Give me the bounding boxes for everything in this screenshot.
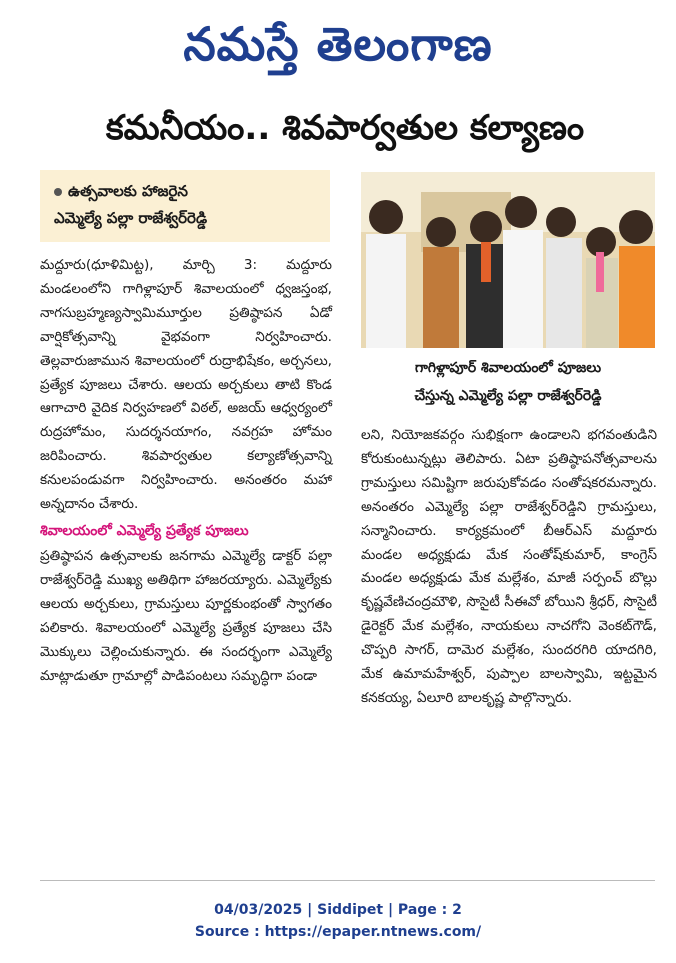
article-paragraph: లని, నియోజకవర్గం సుభిక్షంగా ఉండాలని భగవంతుడిని కోరుకుంటున్నట్లు తెలిపారు. ఏటా ప్రతిష్ఠాపనోత్సవాలను గ్రామస్తులు సమిష్టిగా జరుపుకోవడం సంతోషకరమన్నారు. అనంతరం ఎమ్మెల్యే పల్లా రాజేశ్వర్‌రెడ్డిని గ్రామస్తులు, సన్మానించారు. కార్యక్రమంలో బీఆర్‌ఎస్ మద్దూరు మండల అధ్యక్షుడు మేక సంతోష్‌కుమార్, కాంగ్రెస్ మండల అధ్యక్షుడు మేక మల్లేశం, మాజీ సర్పంచ్ బొల్లు కృష్ణవేణిచంద్రమౌళి, సొసైటీ సీఈవో బోయిని శ్రీధర్, సొసైటీ డైరెక్టర్ మేక మల్లేశం, నాయకులు నాచగోని వెంకట్‌గౌడ్, చొప్పరి సాగర్, దామెర మల్లేశం, సుందరగిరి యాదగిరి, మేక ఉమామహేశ్వర్, పుప్పాల బాలస్వామి, ఇట్టమైన కనకయ్య, ఏలూరి బాలకృష్ణ పాల్గొన్నారు. [361,427,657,706]
photo-caption-line-1: గాగిళ్లాపూర్ శివాలయంలో పూజలు [414,360,602,376]
article-column-left [40,254,332,688]
article-column-right [361,424,657,711]
article-subhead: శివాలయంలో ఎమ్మెల్యే ప్రత్యేక పూజలు [40,522,249,539]
news-photo [361,172,655,348]
photo-caption-line-2: చేస్తున్న ఎమ్మెల్యే పల్లా రాజేశ్వర్‌రెడ్డి [414,388,602,404]
bullet-icon [54,188,62,196]
footer-source-link[interactable]: Source : https://epaper.ntnews.com/ [194,924,482,940]
subdeck-line-2: ఎమ్మెల్యే పల్లా రాజేశ్వర్‌రెడ్డి [54,209,208,227]
newspaper-logo: నమస్తే తెలంగాణ [183,17,493,71]
news-photo-image [361,172,655,348]
subdeck-box [40,170,330,242]
masthead [0,8,676,80]
article-paragraph: ప్రతిష్ఠాపన ఉత్సవాలకు జనగామ ఎమ్మెల్యే డాక్టర్ పల్లా రాజేశ్వర్‌రెడ్డి ముఖ్య అతిథిగా హాజరయ్యారు. ఎమ్మెల్యేకు ఆలయ అర్చకులు, గ్రామస్తులు పూర్ణకుంభంతో స్వాగతం పలికారు. శివాలయంలో ఎమ్మెల్యే ప్రత్యేక పూజలు చేసి మొక్కులు చెల్లించుకున్నారు. ఈ సందర్భంగా ఎమ్మెల్యే మాట్లాడుతూ గ్రామాల్లో పాడిపంటలు సమృద్ధిగా పండా [40,547,332,684]
article-headline: కమనీయం.. శివపార్వతుల కల్యాణం [105,108,585,148]
footer-divider [40,880,655,881]
photo-caption [361,350,655,416]
footer-edition-info: 04/03/2025 | Siddipet | Page : 2 [214,902,462,918]
article-paragraph: మద్దూరు(ధూళిమిట్ట), మార్చి 3: మద్దూరు మండలంలోని గాగిళ్లాపూర్ శివాలయంలో ధ్వజస్తంభ, నాగసుబ్రహ్మణ్యస్వామిమూర్తుల ప్రతిష్ఠాపన ఏడో వార్షికోత్సవాన్ని వైభవంగా నిర్వహించారు. తెల్లవారుజామున శివాలయంలో రుద్రాభిషేకం, అర్చనలు, ప్రత్యేక పూజలు చేశారు. ఆలయ అర్చకులు తాటి కొండ ఆగాచారి వైదిక నిర్వహణలో విఠల్, అజయ్ ఆధ్వర్యంలో రుద్రహోమం, సుదర్శనయాగం, నవగ్రహ హోమం జరిపించారు. శివపార్వతుల కల్యాణోత్సవాన్ని కనులపండువగా నిర్వహించారు. అనంతరం మహా అన్నదానం చేశారు. [40,257,332,513]
subdeck-line-1: ఉత్సవాలకు హాజరైన [54,178,320,205]
